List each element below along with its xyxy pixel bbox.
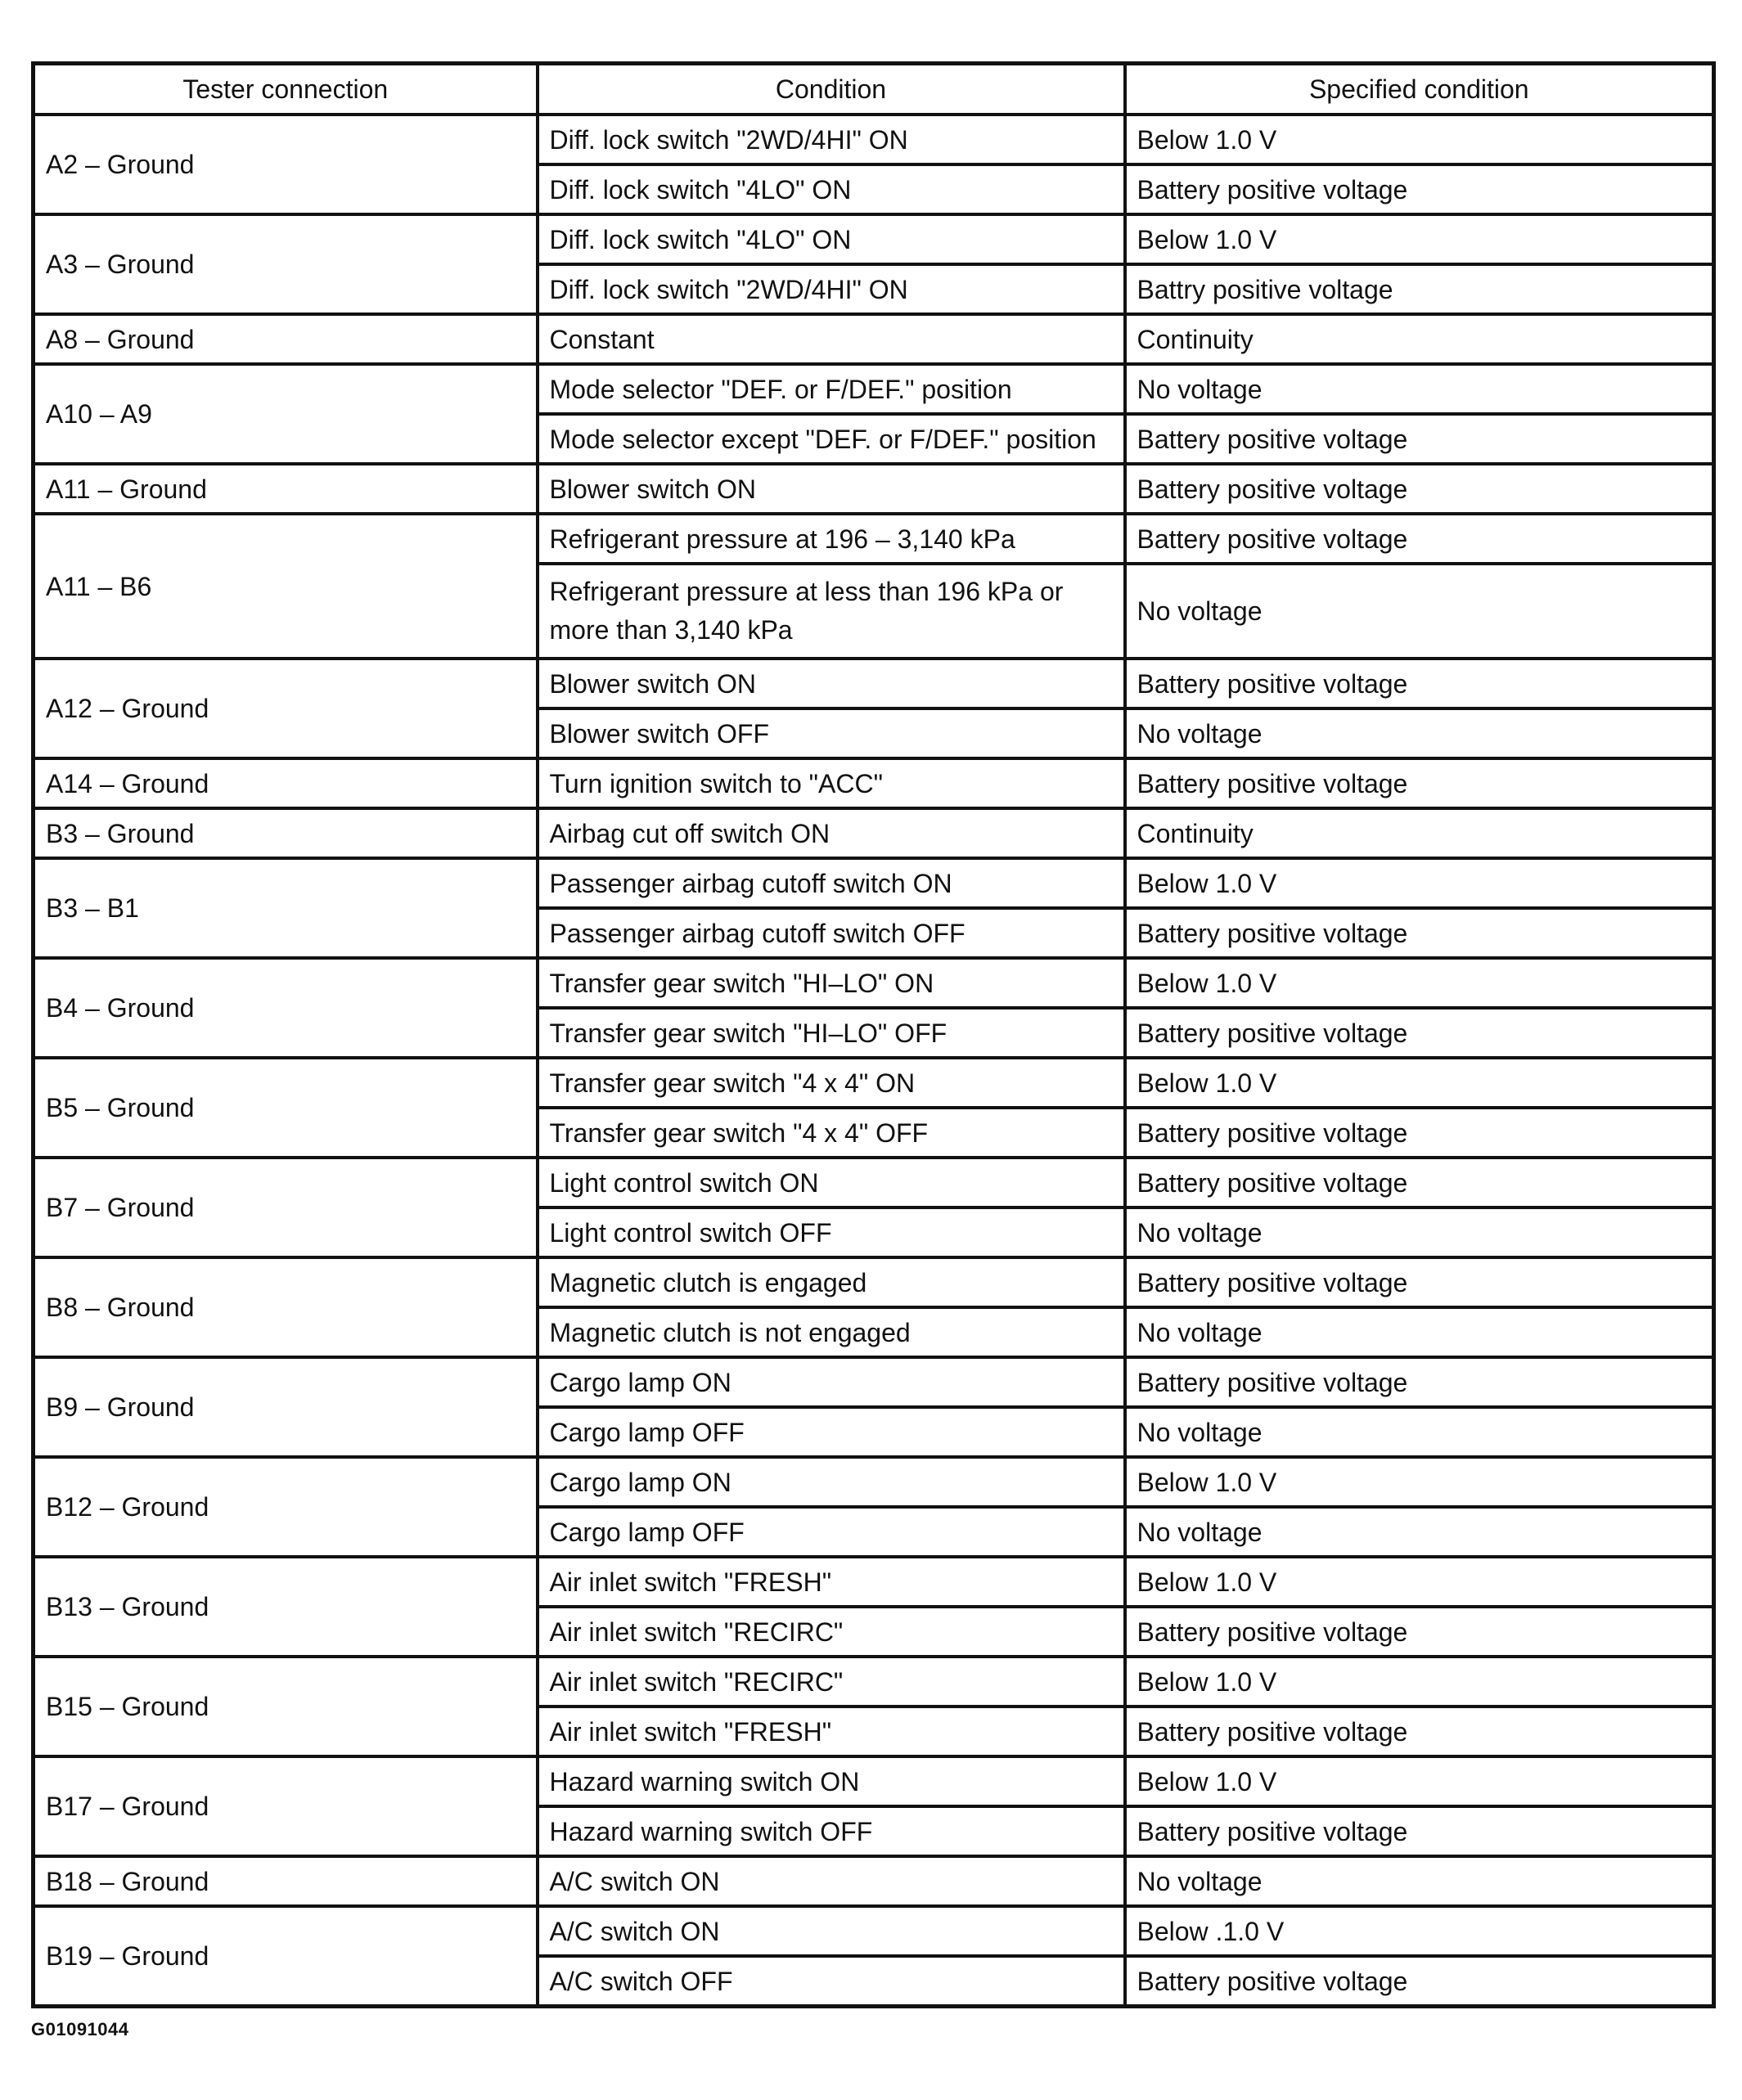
specified-condition-cell: Battery positive voltage: [1125, 414, 1714, 464]
table-row: [34, 1657, 1714, 1707]
specified-condition-cell: Below 1.0 V: [1125, 958, 1714, 1008]
tester-connection-table: [31, 61, 1716, 2008]
tester-connection-cell: B3 – Ground: [34, 808, 538, 858]
specified-condition-cell: Battery positive voltage: [1125, 1357, 1714, 1407]
header-row: [34, 64, 1714, 115]
specified-condition-cell: Battery positive voltage: [1125, 1257, 1714, 1307]
condition-cell: Transfer gear switch "4 x 4" ON: [538, 1058, 1125, 1108]
condition-cell: Air inlet switch "RECIRC": [538, 1607, 1125, 1657]
tester-connection-cell: B5 – Ground: [34, 1058, 538, 1158]
condition-cell: Air inlet switch "RECIRC": [538, 1657, 1125, 1707]
tester-connection-cell: B8 – Ground: [34, 1257, 538, 1357]
tester-connection-cell: A8 – Ground: [34, 314, 538, 364]
condition-cell: Refrigerant pressure at 196 – 3,140 kPa: [538, 514, 1125, 564]
table-header: [34, 64, 1714, 115]
condition-cell: Mode selector "DEF. or F/DEF." position: [538, 364, 1125, 414]
specified-condition-cell: No voltage: [1125, 1856, 1714, 1906]
specified-condition-cell: Below 1.0 V: [1125, 1557, 1714, 1607]
table-body: [34, 115, 1714, 2007]
specified-condition-cell: No voltage: [1125, 1207, 1714, 1257]
specified-condition-cell: Continuity: [1125, 808, 1714, 858]
specified-condition-cell: Battry positive voltage: [1125, 264, 1714, 314]
header-specified-condition: Specified condition: [1125, 64, 1714, 115]
specified-condition-cell: No voltage: [1125, 364, 1714, 414]
header-condition: Condition: [538, 64, 1125, 115]
condition-cell: Diff. lock switch "2WD/4HI" ON: [538, 115, 1125, 164]
specified-condition-cell: Below 1.0 V: [1125, 214, 1714, 264]
specified-condition-cell: Battery positive voltage: [1125, 1008, 1714, 1058]
condition-cell: Transfer gear switch "HI–LO" ON: [538, 958, 1125, 1008]
specified-condition-cell: Battery positive voltage: [1125, 1956, 1714, 2007]
condition-cell: Hazard warning switch OFF: [538, 1806, 1125, 1856]
table-row: [34, 115, 1714, 164]
table-row: [34, 1557, 1714, 1607]
tester-connection-cell: A12 – Ground: [34, 659, 538, 758]
specified-condition-cell: Battery positive voltage: [1125, 464, 1714, 514]
condition-cell: Transfer gear switch "HI–LO" OFF: [538, 1008, 1125, 1058]
condition-cell: Light control switch OFF: [538, 1207, 1125, 1257]
tester-connection-cell: B9 – Ground: [34, 1357, 538, 1457]
table-row: [34, 464, 1714, 514]
condition-cell: Light control switch ON: [538, 1158, 1125, 1207]
table-row: [34, 214, 1714, 264]
condition-cell: Air inlet switch "FRESH": [538, 1557, 1125, 1607]
table-row: [34, 1457, 1714, 1507]
specified-condition-cell: Below 1.0 V: [1125, 1657, 1714, 1707]
table-row: [34, 1058, 1714, 1108]
condition-cell: Cargo lamp ON: [538, 1357, 1125, 1407]
figure-id: G01091044: [31, 2019, 129, 2039]
condition-cell: Magnetic clutch is engaged: [538, 1257, 1125, 1307]
tester-connection-cell: B15 – Ground: [34, 1657, 538, 1756]
specified-condition-cell: Below 1.0 V: [1125, 858, 1714, 908]
condition-cell: Diff. lock switch "2WD/4HI" ON: [538, 264, 1125, 314]
condition-cell: Airbag cut off switch ON: [538, 808, 1125, 858]
condition-cell: Passenger airbag cutoff switch OFF: [538, 908, 1125, 958]
condition-cell: Cargo lamp OFF: [538, 1507, 1125, 1557]
tester-connection-cell: B4 – Ground: [34, 958, 538, 1058]
table-row: [34, 958, 1714, 1008]
tester-connection-cell: B7 – Ground: [34, 1158, 538, 1257]
specified-condition-cell: Below 1.0 V: [1125, 1457, 1714, 1507]
tester-table-container: [31, 61, 1712, 2008]
condition-cell: Hazard warning switch ON: [538, 1756, 1125, 1806]
table-row: [34, 659, 1714, 708]
condition-cell: Blower switch OFF: [538, 708, 1125, 758]
specified-condition-cell: Battery positive voltage: [1125, 1607, 1714, 1657]
specified-condition-cell: Battery positive voltage: [1125, 1158, 1714, 1207]
condition-cell: Refrigerant pressure at less than 196 kPa or more than 3,140 kPa: [538, 564, 1125, 659]
table-row: [34, 1906, 1714, 1956]
specified-condition-cell: Battery positive voltage: [1125, 1806, 1714, 1856]
table-row: [34, 1158, 1714, 1207]
table-row: [34, 1257, 1714, 1307]
specified-condition-cell: Battery positive voltage: [1125, 1108, 1714, 1158]
condition-cell: Cargo lamp ON: [538, 1457, 1125, 1507]
tester-connection-cell: A11 – Ground: [34, 464, 538, 514]
table-row: [34, 364, 1714, 414]
condition-cell: Air inlet switch "FRESH": [538, 1707, 1125, 1756]
condition-cell: A/C switch ON: [538, 1906, 1125, 1956]
table-row: [34, 514, 1714, 564]
tester-connection-cell: B13 – Ground: [34, 1557, 538, 1657]
specified-condition-cell: No voltage: [1125, 708, 1714, 758]
tester-connection-cell: A2 – Ground: [34, 115, 538, 214]
condition-cell: Turn ignition switch to "ACC": [538, 758, 1125, 808]
tester-connection-cell: B19 – Ground: [34, 1906, 538, 2007]
tester-connection-cell: A3 – Ground: [34, 214, 538, 314]
condition-cell: Constant: [538, 314, 1125, 364]
table-row: [34, 314, 1714, 364]
specified-condition-cell: Below 1.0 V: [1125, 115, 1714, 164]
specified-condition-cell: No voltage: [1125, 1307, 1714, 1357]
specified-condition-cell: Battery positive voltage: [1125, 908, 1714, 958]
condition-cell: Transfer gear switch "4 x 4" OFF: [538, 1108, 1125, 1158]
condition-cell: Mode selector except "DEF. or F/DEF." position: [538, 414, 1125, 464]
specified-condition-cell: Below 1.0 V: [1125, 1058, 1714, 1108]
tester-connection-cell: A11 – B6: [34, 514, 538, 659]
specified-condition-cell: Below 1.0 V: [1125, 1756, 1714, 1806]
table-row: [34, 758, 1714, 808]
condition-cell: Blower switch ON: [538, 659, 1125, 708]
specified-condition-cell: No voltage: [1125, 1407, 1714, 1457]
specified-condition-cell: Below .1.0 V: [1125, 1906, 1714, 1956]
condition-cell: A/C switch OFF: [538, 1956, 1125, 2007]
tester-connection-cell: B18 – Ground: [34, 1856, 538, 1906]
condition-cell: Diff. lock switch "4LO" ON: [538, 214, 1125, 264]
specified-condition-cell: Battery positive voltage: [1125, 758, 1714, 808]
table-row: [34, 808, 1714, 858]
tester-connection-cell: B17 – Ground: [34, 1756, 538, 1856]
specified-condition-cell: Battery positive voltage: [1125, 659, 1714, 708]
condition-cell: Blower switch ON: [538, 464, 1125, 514]
condition-cell: Cargo lamp OFF: [538, 1407, 1125, 1457]
tester-connection-cell: A14 – Ground: [34, 758, 538, 808]
specified-condition-cell: No voltage: [1125, 1507, 1714, 1557]
specified-condition-cell: Battery positive voltage: [1125, 1707, 1714, 1756]
specified-condition-cell: No voltage: [1125, 564, 1714, 659]
specified-condition-cell: Continuity: [1125, 314, 1714, 364]
tester-connection-cell: A10 – A9: [34, 364, 538, 464]
header-tester-connection: Tester connection: [34, 64, 538, 115]
table-row: [34, 858, 1714, 908]
table-row: [34, 1756, 1714, 1806]
tester-connection-cell: B3 – B1: [34, 858, 538, 958]
condition-cell: Magnetic clutch is not engaged: [538, 1307, 1125, 1357]
condition-cell: Diff. lock switch "4LO" ON: [538, 164, 1125, 214]
tester-connection-cell: B12 – Ground: [34, 1457, 538, 1557]
condition-cell: A/C switch ON: [538, 1856, 1125, 1906]
specified-condition-cell: Battery positive voltage: [1125, 164, 1714, 214]
condition-cell: Passenger airbag cutoff switch ON: [538, 858, 1125, 908]
table-row: [34, 1357, 1714, 1407]
specified-condition-cell: Battery positive voltage: [1125, 514, 1714, 564]
table-row: [34, 1856, 1714, 1906]
